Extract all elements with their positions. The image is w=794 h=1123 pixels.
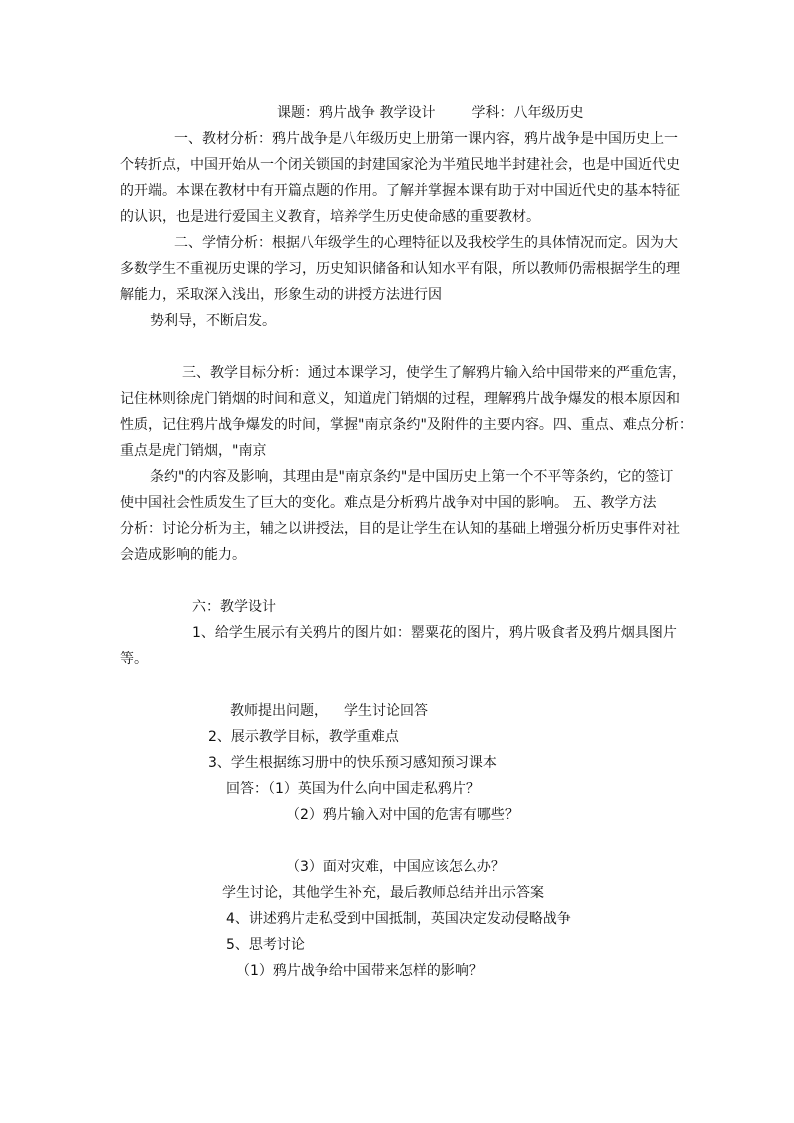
student-analysis-line-1: 二、学情分析：根据八年级学生的心理特征以及我校学生的具体情况而定。因为大 (174, 235, 678, 251)
student-answer: 学生讨论回答 (344, 703, 428, 719)
textbook-analysis-line-3: 的开端。本课在教材中有开篇点题的作用。了解并掌握本课有助于对中国近代史的基本特征 (120, 183, 680, 199)
teaching-design-heading: 六：教学设计 (192, 599, 276, 615)
objectives-line-2: 记住林则徐虎门销烟的时间和意义，知道虎门销烟的过程，理解鸦片战争爆发的根本原因和 (120, 391, 680, 407)
document-title (277, 104, 583, 122)
lesson-topic: 课题：鸦片战争 教学设计 (277, 105, 436, 121)
objectives-line-5: 条约"的内容及影响，其理由是"南京条约"是中国历史上第一个不平等条约，它的签订 (150, 469, 674, 485)
question-2: （2）鸦片输入对中国的危害有哪些？ (286, 807, 519, 823)
objectives-line-3: 性质，记住鸦片战争爆发的时间，掌握"南京条约"及附件的主要内容。四、重点、难点分析： (120, 417, 693, 433)
student-analysis-line-4: 势利导，不断启发。 (150, 313, 276, 329)
design-item-2: 2、展示教学目标，教学重难点 (208, 729, 399, 745)
objectives-line-8: 会造成影响的能力。 (120, 547, 246, 563)
objectives-line-7: 分析：讨论分析为主，辅之以讲授法，目的是让学生在认知的基础上增强分析历史事件对社 (120, 521, 680, 537)
design-item-1-line-1: 1、给学生展示有关鸦片的图片如：罂粟花的图片，鸦片吸食者及鸦片烟具图片 (192, 625, 677, 641)
student-analysis-line-2: 多数学生不重视历史课的学习，历史知识储备和认知水平有限，所以教师仍需根据学生的理 (120, 261, 680, 277)
textbook-analysis-line-2: 个转折点，中国开始从一个闭关锁国的封建国家沦为半殖民地半封建社会，也是中国近代史 (120, 157, 680, 173)
lesson-subject: 学科：八年级历史 (471, 105, 584, 121)
discussion-line: 学生讨论，其他学生补充，最后教师总结并出示答案 (222, 885, 544, 901)
answer-question-1: 回答：（1）英国为什么向中国走私鸦片？ (226, 781, 480, 797)
objectives-line-4: 重点是虎门销烟，"南京 (120, 443, 267, 459)
student-analysis-line-3: 解能力，采取深入浅出，形象生动的讲授方法进行因 (120, 287, 442, 303)
design-item-4: 4、讲述鸦片走私受到中国抵制，英国决定发动侵略战争 (226, 911, 571, 927)
design-item-1-line-2: 等。 (120, 651, 148, 667)
objectives-line-6: 使中国社会性质发生了巨大的变化。难点是分析鸦片战争对中国的影响。 五、教学方法 (120, 495, 657, 511)
design-item-5: 5、思考讨论 (226, 937, 305, 953)
teacher-question-line (230, 702, 428, 720)
textbook-analysis-line-4: 的认识，也是进行爱国主义教育，培养学生历史使命感的重要教材。 (120, 209, 540, 225)
teacher-ask: 教师提出问题， (230, 703, 328, 719)
objectives-line-1: 三、教学目标分析：通过本课学习，使学生了解鸦片输入给中国带来的严重危害， (182, 365, 686, 381)
textbook-analysis-line-1: 一、教材分析：鸦片战争是八年级历史上册第一课内容，鸦片战争是中国历史上一 (174, 131, 678, 147)
design-item-5-question-1: （1）鸦片战争给中国带来怎样的影响？ (236, 963, 483, 979)
question-3: （3）面对灾难，中国应该怎么办？ (286, 859, 505, 875)
design-item-3: 3、学生根据练习册中的快乐预习感知预习课本 (208, 755, 497, 771)
